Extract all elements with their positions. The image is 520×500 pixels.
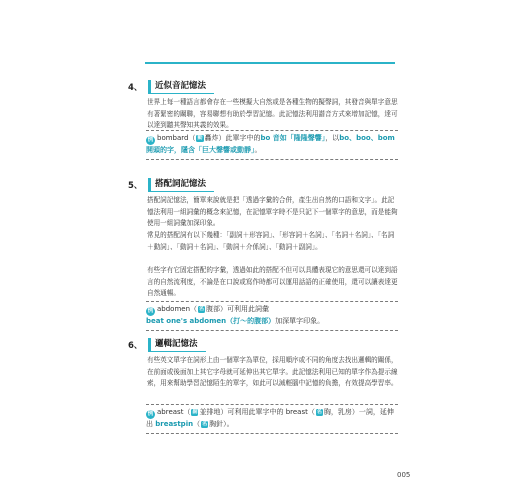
example-gloss: 胸，乳房 [323,408,352,416]
example-word: abreast [157,408,184,416]
part-of-speech-badge: 名 [199,306,205,312]
section-number: 6、 [128,341,143,351]
example-text: ）一詞，延伸出 [146,408,394,428]
section-paragraph: 搭配詞記憶法，簡單來說就是把「透過字彙的合併，產生出自然的口語和文字」。此記憶法利用一組詞彙的概念來記憶，在記憶單字時不是只記下一個單字的意思，而是能夠使用一組詞彙加深印象。 [147,196,398,228]
example-block: 例 abdomen（ 名 腹部）可利用此詞彙 beat one's abdomen（打～的腹部）加深單字印象。 [146,304,398,328]
example-gloss: 腹部 [206,305,221,313]
example-text: 。 [254,146,262,154]
example-highlight: beat one's abdomen（打～的腹部） [146,317,276,325]
example-gloss: 並排地 [199,408,221,416]
example-icon: 例 [147,137,154,143]
section-heading [128,80,214,94]
example-block: 例 bombard（ 動 轟炸）此單字中的bo 音如「隆隆聲響」，以bo、boo、bom 開頭的字，隱含「巨大聲響或動靜」。 [146,133,398,157]
example-top-divider [146,301,398,302]
section-number: 5、 [128,181,143,191]
section-paragraph: 世界上每一種語言都會存在一些模擬大自然或是各種生物的擬聲詞，其發音與單字意思有著緊密的關聯，容易聯想有助於學習記憶。此記憶法利用諧音方式來增加記憶，達可以達到聽其聲知其義的效果。 [147,98,398,130]
example-bottom-divider [146,433,398,434]
example-bottom-divider [146,330,398,331]
section-paragraph: 有些英文單字在詞形上由一個單字為單位，採用順序或不同的角度去找出邏輯的關係，在前面或後面加上其它字母就可延伸出其它單字。此記憶法利用已知的單字作為提示線索，用來幫助學習記憶陌生的單字，如此可以減輕腦中記憶的負擔，有效提高學習率。 [147,356,398,388]
example-top-divider [146,404,398,405]
example-text: ）。 [223,420,234,428]
top-divider [145,62,395,64]
example-text: ）此單字中的 [218,134,261,142]
section-title: 近似音記憶法 [148,80,214,94]
example-top-divider [146,130,398,131]
section-title: 搭配詞記憶法 [148,178,214,192]
example-bottom-divider [146,159,398,160]
example-highlight: bo、boo、bom 開頭的字，隱含「巨大聲響或動靜」 [146,134,395,154]
section-paragraph: 常見的搭配詞有以下幾種：「副詞＋形容詞」、「形容詞＋名詞」、「名詞＋名詞」、「名詞＋動詞」、「動詞＋名詞」、「動詞＋介係詞」、「動詞＋副詞」。 [147,231,395,251]
example-text: ）可利用此單字中的 breast（ [220,408,315,416]
example-text: ）可利用此詞彙 [220,305,270,313]
example-icon: 例 [147,411,154,417]
section-paragraph: 有些字有它固定搭配的字彙，透過如此的搭配不但可以具體表現它的意思還可以達到語言的自然流利度，不論是在口說或寫作時都可以運用話語的正確使用，還可以讓表達更自然通暢。 [147,266,398,298]
section-heading [128,338,206,352]
section-number: 4、 [128,83,143,93]
example-word: bombard [157,134,189,142]
page-number: 005 [397,471,411,479]
example-block: 例 abreast（ 副 並排地）可利用此單字中的 breast（ 名 胸，乳房）一詞，延伸出 breastpin（ 名 胸針）。 [146,407,398,431]
section-title: 邏輯記憶法 [148,338,206,352]
example-text: ，以 [325,134,340,142]
part-of-speech-badge: 動 [197,135,203,141]
part-of-speech-badge: 名 [202,421,208,427]
part-of-speech-badge: 名 [316,409,322,415]
example-text: 加深單字印象。 [275,317,325,325]
part-of-speech-badge: 副 [192,409,198,415]
example-highlight: breastpin [155,420,194,428]
example-gloss: 胸針 [209,420,224,428]
example-gloss: 轟炸 [204,134,219,142]
example-highlight: bo 音如「隆隆聲響」 [260,134,326,142]
example-word: abdomen [157,305,191,313]
section-heading [128,178,214,192]
example-icon: 例 [147,308,154,314]
